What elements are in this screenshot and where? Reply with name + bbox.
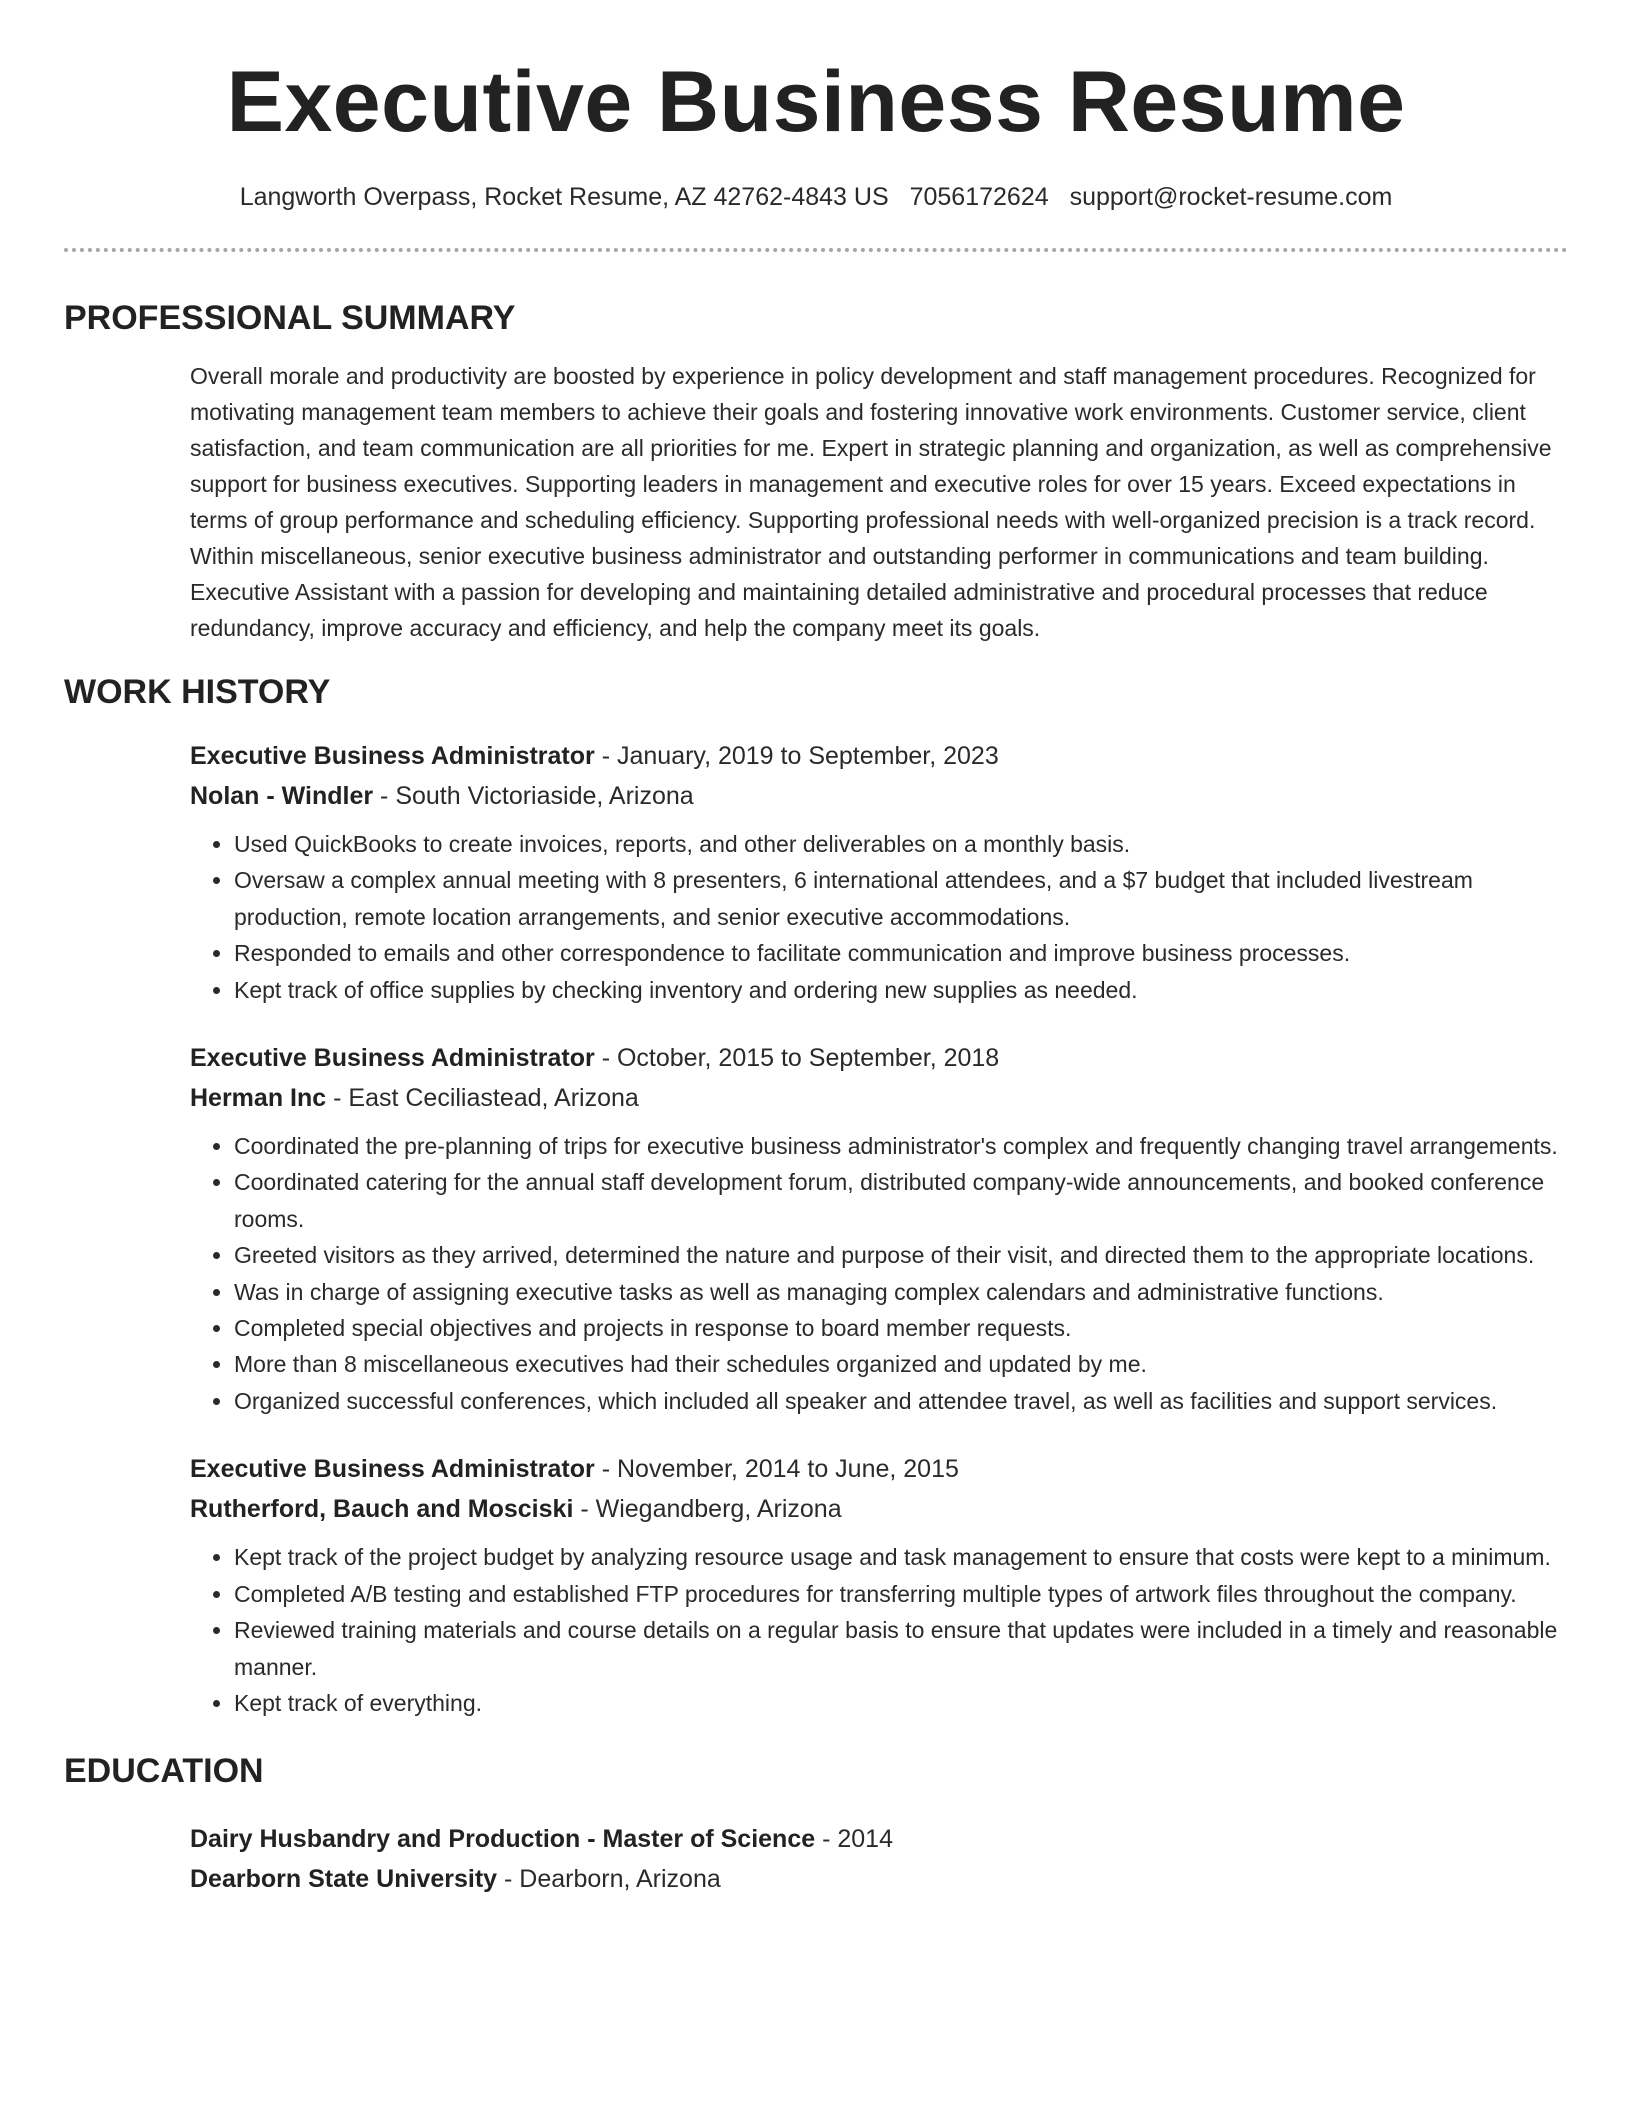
job-bullet: • Was in charge of assigning executive tasks as well as managing complex calendars and administrative functions. bbox=[234, 1274, 1568, 1310]
job-role: Executive Business Administrator bbox=[190, 1044, 595, 1073]
contact-phone: 7056172624 bbox=[909, 183, 1049, 211]
job-bullet: • Completed A/B testing and established FTP procedures for transferring multiple types of artwork files throughout the company. bbox=[234, 1576, 1568, 1612]
job-company: Nolan - Windler bbox=[190, 782, 374, 810]
job-entry bbox=[190, 736, 1568, 1008]
job-bullet: • Used QuickBooks to create invoices, reports, and other deliverables on a monthly basis. bbox=[234, 826, 1568, 862]
job-location: - East Ceciliastead, Arizona bbox=[326, 1084, 639, 1113]
job-dates: - November, 2014 to June, 2015 bbox=[594, 1455, 959, 1484]
job-bullet: • Greeted visitors as they arrived, determined the nature and purpose of their visit, and directed them to the appropriate locations. bbox=[234, 1237, 1568, 1273]
job-bullet: • Completed special objectives and projects in response to board member requests. bbox=[234, 1310, 1568, 1346]
job-bullet: • More than 8 miscellaneous executives had their schedules organized and updated by me. bbox=[234, 1346, 1568, 1382]
job-role-line bbox=[190, 1038, 1568, 1078]
contact-address: Langworth Overpass, Rocket Resume, AZ 42762-4843 US bbox=[239, 183, 889, 211]
job-bullet: • Coordinated catering for the annual staff development forum, distributed company-wide announcements, and booked conference rooms. bbox=[234, 1164, 1568, 1237]
job-bullets bbox=[190, 1539, 1568, 1721]
job-bullet: • Kept track of office supplies by checking inventory and ordering new supplies as needed. bbox=[234, 972, 1568, 1008]
section-title-education: EDUCATION bbox=[64, 1752, 264, 1791]
job-bullets bbox=[190, 1128, 1568, 1419]
job-company-line bbox=[190, 1489, 1568, 1529]
contact-line bbox=[64, 180, 1568, 214]
summary-text: Overall morale and productivity are boosted by experience in policy development and staff management procedures. Recognized for motivating management team members to achieve their goals and fostering innovative work environments. Customer service, client satisfaction, and team communication are all priorities for me. Expert in strategic planning and organization, as well as comprehensive support for business executives. Supporting leaders in management and executive roles for over 15 years. Exceed expectations in terms of group performance and scheduling efficiency. Supporting professional needs with well-organized precision is a track record. Within miscellaneous, senior executive business administrator and outstanding performer in communications and team building. Executive Assistant with a passion for developing and maintaining detailed administrative and procedural processes that reduce redundancy, improve accuracy and efficiency, and help the company meet its goals. bbox=[190, 363, 1552, 641]
education-year: - 2014 bbox=[815, 1825, 893, 1854]
job-location: - Wiegandberg, Arizona bbox=[573, 1495, 842, 1524]
section-title-summary: PROFESSIONAL SUMMARY bbox=[64, 299, 516, 337]
job-entry bbox=[190, 1038, 1568, 1419]
job-role: Executive Business Administrator bbox=[190, 742, 595, 770]
contact-email[interactable]: support@rocket-resume.com bbox=[1069, 183, 1393, 211]
education-location: - Dearborn, Arizona bbox=[497, 1865, 721, 1894]
education-entry bbox=[190, 1819, 1568, 1899]
job-role-line bbox=[190, 736, 1568, 776]
job-bullet: • Organized successful conferences, which included all speaker and attendee travel, as well as facilities and support services. bbox=[234, 1383, 1568, 1419]
resume-name: Executive Business Resume bbox=[226, 54, 1406, 150]
job-bullet: • Oversaw a complex annual meeting with 8 presenters, 6 international attendees, and a $7 budget that included livestream production, remote location arrangements, and senior executive accommodations. bbox=[234, 862, 1568, 935]
job-entry bbox=[190, 1449, 1568, 1721]
education-school-line bbox=[190, 1859, 1568, 1899]
job-dates: - October, 2015 to September, 2018 bbox=[594, 1044, 1000, 1073]
education-degree-line bbox=[190, 1819, 1568, 1859]
job-bullet: • Coordinated the pre-planning of trips for executive business administrator's complex and frequently changing travel arrangements. bbox=[234, 1128, 1568, 1164]
job-bullets bbox=[190, 826, 1568, 1008]
job-company-line bbox=[190, 1078, 1568, 1118]
job-company: Herman Inc bbox=[190, 1084, 327, 1113]
education-school: Dearborn State University bbox=[190, 1865, 498, 1894]
job-dates: - January, 2019 to September, 2023 bbox=[594, 742, 999, 770]
job-bullet: • Kept track of the project budget by analyzing resource usage and task management to ensure that costs were kept to a minimum. bbox=[234, 1539, 1568, 1575]
job-company-line bbox=[190, 776, 1568, 816]
job-bullet: • Kept track of everything. bbox=[234, 1685, 1568, 1721]
job-location: - South Victoriaside, Arizona bbox=[373, 782, 694, 810]
job-bullet: • Reviewed training materials and course details on a regular basis to ensure that updates were included in a timely and reasonable manner. bbox=[234, 1612, 1568, 1685]
job-role: Executive Business Administrator bbox=[190, 1455, 595, 1484]
job-bullet: • Responded to emails and other correspondence to facilitate communication and improve business processes. bbox=[234, 935, 1568, 971]
header-divider bbox=[64, 248, 1568, 252]
education-degree: Dairy Husbandry and Production - Master of Science bbox=[190, 1825, 816, 1854]
job-company: Rutherford, Bauch and Mosciski bbox=[190, 1495, 574, 1524]
section-title-work-history: WORK HISTORY bbox=[64, 673, 331, 711]
job-role-line bbox=[190, 1449, 1568, 1489]
